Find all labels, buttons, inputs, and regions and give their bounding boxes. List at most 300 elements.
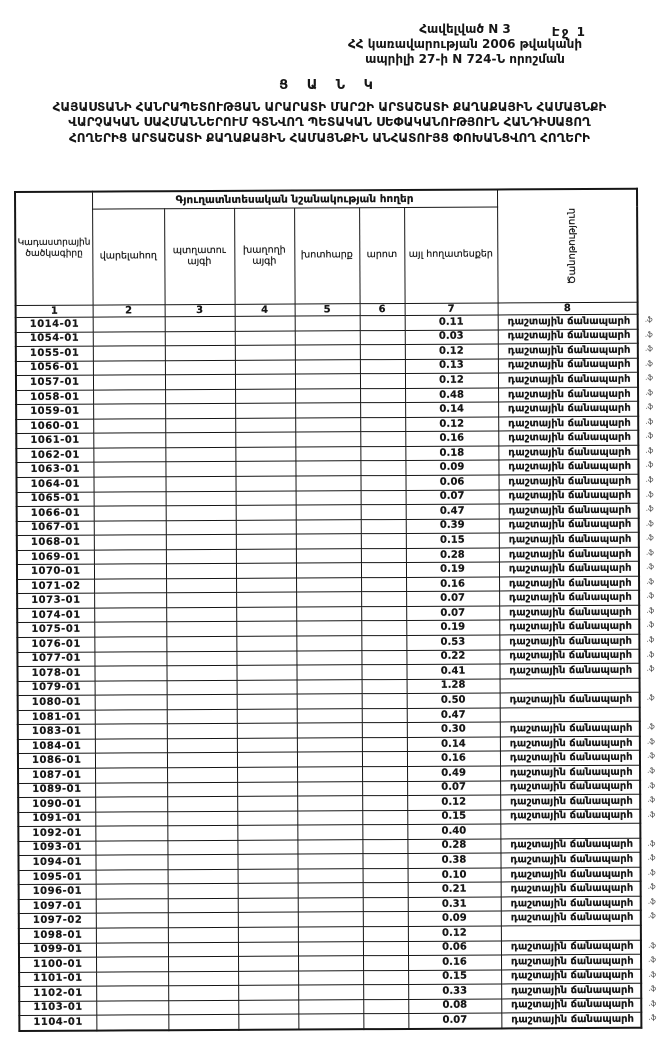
other-lands-cell: 0.19 bbox=[406, 620, 499, 635]
vineyard-cell bbox=[236, 622, 296, 637]
column-header-fruit-orchard: պտղատու այգի bbox=[164, 208, 235, 304]
arable-cell bbox=[94, 535, 166, 550]
note-text: դաշտային ճանապարհ bbox=[509, 737, 633, 750]
pasture-cell bbox=[361, 490, 406, 505]
hayfield-cell bbox=[296, 505, 361, 520]
vineyard-cell bbox=[238, 971, 298, 986]
other-lands-cell: 0.14 bbox=[405, 402, 498, 417]
note-text: դաշտային ճանապարհ bbox=[510, 897, 634, 910]
column-group-agricultural-lands: Գյուղատնտեսական նշանակության հողեր bbox=[92, 189, 497, 209]
other-lands-cell: 0.12 bbox=[407, 795, 500, 810]
arable-cell bbox=[95, 826, 167, 841]
hayfield-cell bbox=[298, 912, 363, 927]
code-cell: 1084-01 bbox=[18, 739, 95, 754]
note-cell bbox=[500, 780, 656, 795]
code-cell: 1057-01 bbox=[16, 375, 93, 390]
hayfield-cell bbox=[298, 868, 363, 883]
other-lands-cell: 0.38 bbox=[407, 853, 500, 868]
note-cell bbox=[500, 678, 640, 693]
pasture-cell bbox=[363, 868, 408, 883]
hayfield-cell bbox=[298, 941, 363, 956]
other-lands-cell: 0.16 bbox=[407, 751, 500, 766]
arable-cell bbox=[94, 622, 166, 637]
note-text: դաշտային ճանապարհ bbox=[511, 984, 634, 997]
code-cell: 1094-01 bbox=[18, 855, 95, 870]
note-cell bbox=[498, 460, 654, 475]
vineyard-cell bbox=[236, 665, 296, 680]
margin-mark: .ֆ bbox=[645, 359, 653, 368]
note-cell bbox=[501, 896, 656, 911]
arable-cell bbox=[93, 375, 165, 390]
pasture-cell bbox=[360, 374, 405, 389]
table-row bbox=[19, 1012, 641, 1030]
hayfield-cell bbox=[295, 359, 360, 374]
vineyard-cell bbox=[235, 461, 295, 476]
arable-cell bbox=[95, 695, 167, 710]
code-cell: 1076-01 bbox=[17, 637, 94, 652]
other-lands-cell: 0.08 bbox=[408, 999, 501, 1014]
arable-cell bbox=[95, 811, 167, 826]
vineyard-cell bbox=[238, 869, 298, 884]
code-cell: 1089-01 bbox=[18, 783, 95, 798]
hayfield-cell bbox=[296, 534, 361, 549]
note-text: դաշտային ճանապարհ bbox=[510, 955, 634, 968]
margin-mark: .ֆ bbox=[647, 853, 656, 862]
note-cell bbox=[501, 954, 657, 969]
vineyard-cell bbox=[237, 825, 297, 840]
arable-cell bbox=[94, 579, 166, 594]
arable-cell bbox=[93, 389, 165, 404]
pasture-cell bbox=[360, 417, 405, 432]
margin-mark: .ֆ bbox=[645, 519, 654, 528]
vineyard-cell bbox=[237, 854, 297, 869]
note-text: դաշտային ճանապարհ bbox=[508, 417, 631, 430]
pasture-cell bbox=[361, 505, 406, 520]
hayfield-cell bbox=[296, 650, 361, 665]
arable-cell bbox=[96, 869, 168, 884]
page-number: Էջ 1 bbox=[551, 25, 587, 39]
column-number-6: 6 bbox=[360, 303, 405, 315]
column-number-5: 5 bbox=[295, 304, 360, 316]
other-lands-cell: 0.16 bbox=[405, 431, 498, 446]
other-lands-cell: 0.09 bbox=[408, 911, 501, 926]
arable-cell bbox=[96, 1000, 168, 1015]
orchard-cell bbox=[167, 753, 237, 768]
appendix-line-3: ապրիլի 27-ի N 724-Ն որոշման bbox=[365, 52, 565, 66]
column-header-cadastral-code: Կադաստրային ծածկագիրը bbox=[15, 192, 93, 306]
pasture-cell bbox=[363, 1014, 408, 1029]
orchard-cell bbox=[167, 811, 237, 826]
code-cell: 1087-01 bbox=[18, 768, 95, 783]
vineyard-cell bbox=[236, 578, 296, 593]
note-text: դաշտային ճանապարհ bbox=[509, 751, 633, 764]
code-cell: 1100-01 bbox=[19, 957, 96, 972]
code-cell: 1055-01 bbox=[16, 346, 93, 361]
margin-mark: .ֆ bbox=[648, 970, 657, 979]
margin-mark: .ֆ bbox=[647, 752, 655, 761]
note-cell bbox=[499, 489, 654, 504]
note-cell bbox=[501, 1012, 657, 1028]
orchard-cell bbox=[165, 462, 235, 477]
margin-mark: .ֆ bbox=[645, 533, 654, 542]
code-cell: 1059-01 bbox=[16, 404, 93, 419]
note-cell bbox=[499, 518, 654, 533]
vineyard-cell bbox=[237, 723, 297, 738]
margin-mark: .ֆ bbox=[647, 912, 656, 921]
code-cell: 1101-01 bbox=[19, 972, 96, 987]
orchard-cell bbox=[165, 316, 235, 331]
margin-mark: .ֆ bbox=[645, 504, 654, 513]
hayfield-cell bbox=[298, 985, 363, 1000]
other-lands-cell: 0.30 bbox=[407, 722, 500, 737]
note-text: դաշտային ճանապարհ bbox=[508, 475, 632, 488]
code-cell: 1098-01 bbox=[19, 928, 96, 943]
code-cell: 1081-01 bbox=[18, 710, 95, 725]
other-lands-cell: 0.12 bbox=[405, 417, 498, 432]
pasture-cell bbox=[363, 926, 408, 941]
vineyard-cell bbox=[236, 563, 296, 578]
pasture-cell bbox=[361, 577, 406, 592]
hayfield-cell bbox=[297, 854, 362, 869]
other-lands-cell: 0.09 bbox=[405, 460, 498, 475]
arable-cell bbox=[93, 448, 165, 463]
other-lands-cell: 0.12 bbox=[405, 373, 498, 388]
code-cell: 1091-01 bbox=[18, 812, 95, 827]
pasture-cell bbox=[360, 315, 405, 330]
note-text: դաշտային ճանապարհ bbox=[508, 533, 632, 546]
hayfield-cell bbox=[295, 388, 360, 403]
orchard-cell bbox=[166, 651, 236, 666]
arable-cell bbox=[95, 840, 167, 855]
note-cell bbox=[498, 402, 654, 417]
other-lands-cell: 0.07 bbox=[406, 606, 499, 621]
group-header-row bbox=[15, 189, 637, 210]
arable-cell bbox=[95, 739, 167, 754]
code-cell: 1062-01 bbox=[16, 448, 93, 463]
hayfield-cell bbox=[295, 316, 360, 331]
orchard-cell bbox=[168, 1000, 238, 1015]
other-lands-cell: 0.40 bbox=[407, 824, 500, 839]
vineyard-cell bbox=[237, 840, 297, 855]
code-cell: 1070-01 bbox=[17, 564, 94, 579]
orchard-cell bbox=[168, 942, 238, 957]
arable-cell bbox=[93, 477, 165, 492]
hayfield-cell bbox=[295, 461, 360, 476]
pasture-cell bbox=[360, 403, 405, 418]
column-header-pasture: արոտ bbox=[359, 207, 405, 303]
code-cell: 1083-01 bbox=[18, 724, 95, 739]
vineyard-cell bbox=[238, 912, 298, 927]
orchard-cell bbox=[166, 578, 236, 593]
hayfield-cell bbox=[296, 548, 361, 563]
note-cell bbox=[500, 707, 640, 722]
orchard-cell bbox=[167, 767, 237, 782]
orchard-cell bbox=[168, 971, 238, 986]
vineyard-cell bbox=[236, 549, 296, 564]
hayfield-cell bbox=[297, 810, 362, 825]
arable-cell bbox=[94, 564, 166, 579]
code-cell: 1103-01 bbox=[19, 1001, 96, 1016]
arable-cell bbox=[94, 666, 166, 681]
orchard-cell bbox=[165, 375, 235, 390]
note-text: դաշտային ճանապարհ bbox=[508, 446, 631, 459]
hayfield-cell bbox=[295, 418, 360, 433]
code-cell: 1054-01 bbox=[16, 332, 93, 347]
code-cell: 1074-01 bbox=[17, 608, 94, 623]
note-cell bbox=[499, 591, 655, 606]
margin-mark: .ֆ bbox=[647, 897, 656, 906]
column-number-1: 1 bbox=[16, 305, 93, 317]
note-text: դաշտային ճանապարհ bbox=[510, 970, 634, 982]
note-cell bbox=[499, 576, 655, 591]
code-cell: 1079-01 bbox=[18, 681, 95, 696]
note-cell bbox=[498, 343, 653, 358]
note-cell bbox=[498, 358, 653, 373]
vineyard-cell bbox=[235, 403, 295, 418]
other-lands-cell: 0.49 bbox=[407, 766, 500, 781]
margin-mark: .ֆ bbox=[648, 955, 657, 964]
hayfield-cell bbox=[296, 636, 361, 651]
note-header-vertical-label: Ծանոթություն bbox=[566, 207, 578, 285]
margin-mark: .ֆ bbox=[644, 315, 653, 324]
hayfield-cell bbox=[298, 898, 363, 913]
vineyard-cell bbox=[236, 651, 296, 666]
vineyard-cell bbox=[236, 505, 296, 520]
other-lands-cell: 0.48 bbox=[405, 388, 498, 403]
arable-cell bbox=[93, 317, 165, 332]
hayfield-cell bbox=[298, 970, 363, 985]
orchard-cell bbox=[167, 724, 237, 739]
orchard-cell bbox=[167, 680, 237, 695]
arable-cell bbox=[95, 753, 167, 768]
code-cell: 1080-01 bbox=[18, 695, 95, 710]
orchard-cell bbox=[167, 709, 237, 724]
note-text: դաշտային ճանապարհ bbox=[509, 591, 632, 604]
pasture-cell bbox=[361, 592, 406, 607]
note-text: դաշտային ճանապարհ bbox=[509, 722, 633, 735]
orchard-cell bbox=[165, 447, 235, 462]
note-cell bbox=[499, 605, 655, 620]
land-table-wrapper bbox=[14, 188, 657, 1032]
orchard-cell bbox=[168, 956, 238, 971]
orchard-cell bbox=[165, 389, 235, 404]
orchard-cell bbox=[168, 898, 238, 913]
arable-cell bbox=[96, 986, 168, 1001]
vineyard-cell bbox=[236, 592, 296, 607]
hayfield-cell bbox=[295, 447, 360, 462]
note-text: դաշտային ճանապարհ bbox=[509, 693, 633, 706]
note-text: դաշտային ճանապարհ bbox=[507, 373, 631, 386]
other-lands-cell: 0.16 bbox=[408, 955, 501, 970]
arable-cell bbox=[94, 520, 166, 535]
other-lands-cell: 0.11 bbox=[405, 315, 498, 330]
arable-cell bbox=[96, 899, 168, 914]
code-cell: 1058-01 bbox=[16, 390, 93, 405]
arable-cell bbox=[93, 433, 165, 448]
arable-cell bbox=[96, 913, 168, 928]
note-cell bbox=[498, 387, 654, 402]
hayfield-cell bbox=[297, 839, 362, 854]
note-text: դաշտային ճանապարհ bbox=[507, 330, 631, 342]
hayfield-cell bbox=[295, 330, 360, 345]
code-cell: 1065-01 bbox=[17, 492, 94, 507]
hayfield-cell bbox=[296, 592, 361, 607]
note-cell bbox=[500, 852, 656, 867]
document-subtitle bbox=[0, 100, 659, 146]
pasture-cell bbox=[362, 781, 407, 796]
hayfield-cell bbox=[297, 796, 362, 811]
pasture-cell bbox=[360, 475, 405, 490]
hayfield-cell bbox=[297, 767, 362, 782]
vineyard-cell bbox=[236, 607, 296, 622]
orchard-cell bbox=[168, 884, 238, 899]
arable-cell bbox=[93, 419, 165, 434]
note-text: դաշտային ճանապարհ bbox=[509, 606, 632, 619]
subtitle-line-3: ՀՈՂԵՐԻՑ ԱՐՏԱՇԱՏԻ ՔԱՂԱՔԱՅԻՆ ՀԱՄԱՅՆՔԻՆ ԱՆՀԱՏՈՒՅՑ ՓՈԽԱՆՑՎՈՂ ՀՈՂԵՐԻ bbox=[68, 130, 590, 145]
margin-mark: .ֆ bbox=[645, 461, 654, 470]
orchard-cell bbox=[165, 433, 235, 448]
hayfield-cell bbox=[296, 607, 361, 622]
column-number-8: 8 bbox=[498, 302, 638, 315]
margin-mark: .ֆ bbox=[645, 475, 654, 484]
vineyard-cell bbox=[235, 360, 295, 375]
orchard-cell bbox=[166, 607, 236, 622]
margin-mark: .ֆ bbox=[647, 882, 656, 892]
margin-mark: .ֆ bbox=[647, 766, 656, 775]
arable-cell bbox=[96, 971, 168, 986]
vineyard-cell bbox=[238, 883, 298, 898]
other-lands-cell: 0.31 bbox=[408, 897, 501, 912]
margin-mark: .ֆ bbox=[646, 606, 655, 615]
other-lands-cell: 0.33 bbox=[408, 984, 501, 999]
pasture-cell bbox=[363, 941, 408, 956]
margin-mark: .ֆ bbox=[648, 999, 657, 1008]
orchard-cell bbox=[166, 535, 236, 550]
note-text: դաշտային ճանապարհ bbox=[510, 810, 633, 822]
note-cell bbox=[501, 911, 656, 926]
orchard-cell bbox=[167, 840, 237, 855]
code-cell: 1086-01 bbox=[18, 753, 95, 768]
note-cell bbox=[499, 532, 654, 547]
margin-mark: .ֆ bbox=[646, 548, 654, 557]
note-cell bbox=[498, 329, 653, 344]
note-text: դաշտային ճանապարհ bbox=[509, 766, 633, 779]
column-header-note bbox=[497, 189, 638, 303]
note-text: դաշտային ճանապարհ bbox=[511, 999, 634, 1011]
code-cell: 1069-01 bbox=[17, 550, 94, 565]
pasture-cell bbox=[361, 606, 406, 621]
code-cell: 1097-02 bbox=[19, 914, 96, 929]
vineyard-cell bbox=[235, 316, 295, 331]
code-cell: 1102-01 bbox=[19, 986, 96, 1001]
margin-mark: .ֆ bbox=[647, 795, 656, 804]
arable-cell bbox=[96, 928, 168, 943]
pasture-cell bbox=[360, 345, 405, 360]
hayfield-cell bbox=[298, 999, 363, 1014]
margin-mark: .ֆ bbox=[646, 621, 655, 630]
vineyard-cell bbox=[237, 811, 297, 826]
pasture-cell bbox=[363, 883, 408, 898]
column-number-3: 3 bbox=[165, 304, 235, 316]
orchard-cell bbox=[168, 1015, 238, 1030]
arable-cell bbox=[94, 491, 166, 506]
vineyard-cell bbox=[236, 491, 296, 506]
note-cell bbox=[499, 503, 654, 518]
other-lands-cell: 0.07 bbox=[408, 1013, 501, 1029]
note-text: դաշտային ճանապարհ bbox=[508, 461, 632, 473]
other-lands-cell: 0.07 bbox=[406, 591, 499, 606]
pasture-cell bbox=[360, 388, 405, 403]
orchard-cell bbox=[168, 913, 238, 928]
arable-cell bbox=[95, 797, 167, 812]
note-text: դաշտային ճանապարհ bbox=[508, 577, 632, 590]
column-header-arable: վարելահող bbox=[92, 209, 165, 305]
orchard-cell bbox=[168, 927, 238, 942]
note-cell bbox=[499, 634, 655, 649]
note-cell bbox=[501, 983, 657, 998]
note-text: դաշտային ճանապարհ bbox=[509, 621, 632, 633]
hayfield-cell bbox=[296, 621, 361, 636]
note-text: դաշտային ճանապարհ bbox=[508, 519, 632, 531]
vineyard-cell bbox=[238, 898, 298, 913]
other-lands-cell: 0.12 bbox=[405, 344, 498, 359]
other-lands-cell: 0.12 bbox=[408, 926, 501, 941]
code-cell: 1064-01 bbox=[17, 477, 94, 492]
margin-mark: .ֆ bbox=[648, 984, 657, 993]
hayfield-cell bbox=[296, 490, 361, 505]
vineyard-cell bbox=[238, 1000, 298, 1015]
arable-cell bbox=[95, 709, 167, 724]
margin-mark: .ֆ bbox=[645, 432, 654, 441]
pasture-cell bbox=[362, 708, 407, 723]
pasture-cell bbox=[363, 897, 408, 912]
hayfield-cell bbox=[296, 519, 361, 534]
orchard-cell bbox=[166, 564, 236, 579]
other-lands-cell: 0.50 bbox=[407, 693, 500, 708]
arable-cell bbox=[95, 724, 167, 739]
arable-cell bbox=[94, 549, 166, 564]
arable-cell bbox=[94, 506, 166, 521]
margin-mark: .ֆ bbox=[646, 577, 655, 586]
other-lands-cell: 0.07 bbox=[406, 490, 499, 505]
orchard-cell bbox=[165, 331, 235, 346]
pasture-cell bbox=[362, 810, 407, 825]
vineyard-cell bbox=[235, 374, 295, 389]
vineyard-cell bbox=[235, 432, 295, 447]
vineyard-cell bbox=[238, 985, 298, 1000]
code-cell: 1097-01 bbox=[19, 899, 96, 914]
note-text: դաշտային ճանապարհ bbox=[507, 315, 631, 328]
margin-mark: .ֆ bbox=[645, 373, 654, 382]
appendix-line-1: Հավելված N 3 bbox=[419, 22, 511, 36]
note-cell bbox=[500, 823, 640, 838]
vineyard-cell bbox=[236, 520, 296, 535]
note-cell bbox=[499, 649, 655, 664]
code-cell: 1061-01 bbox=[16, 433, 93, 448]
note-cell bbox=[500, 809, 656, 824]
margin-mark: .ֆ bbox=[648, 941, 656, 950]
orchard-cell bbox=[166, 549, 236, 564]
orchard-cell bbox=[165, 404, 235, 419]
orchard-cell bbox=[168, 985, 238, 1000]
pasture-cell bbox=[361, 665, 406, 680]
code-cell: 1056-01 bbox=[16, 361, 93, 376]
pasture-cell bbox=[362, 839, 407, 854]
note-cell bbox=[498, 474, 654, 489]
pasture-cell bbox=[361, 548, 406, 563]
pasture-cell bbox=[360, 432, 405, 447]
arable-cell bbox=[95, 768, 167, 783]
